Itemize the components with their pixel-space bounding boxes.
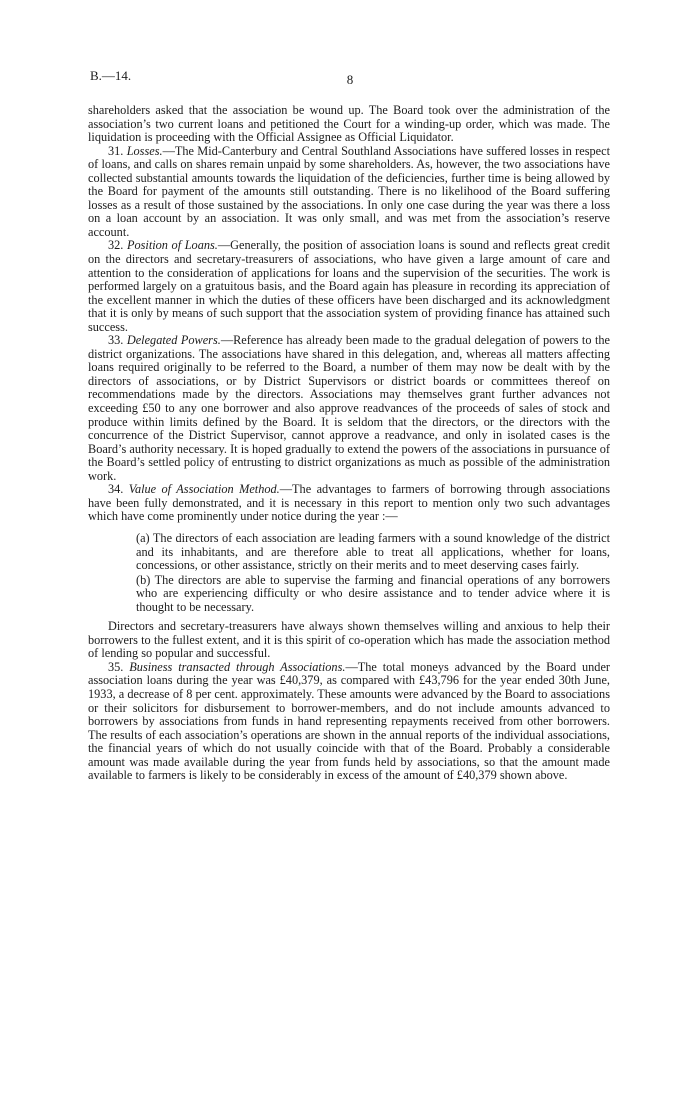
page-number: 8 <box>346 72 354 87</box>
paragraph-32 <box>88 239 610 334</box>
list-item-label: (b) <box>136 572 151 587</box>
list-item-text: The directors of each association are leading farmers with a sound knowledge of the district and its inhabitants, and are therefore able to treat all applications, whether for loans, concessions, or other assistance, strictly on their merits and to meet deserving cases fairly. <box>136 530 610 573</box>
document-body <box>88 104 610 783</box>
document-reference: B.—14. <box>90 68 132 83</box>
paragraph-heading: Business transacted through Associations. <box>129 659 346 674</box>
paragraph-continuation: shareholders asked that the association be wound up. The Board took over the administration of the association’s two current loans and petitioned the Court for a winding-up order, which was made. The liquidation is proceeding with the Official Assignee as Official Liquidator. <box>88 103 610 145</box>
paragraph-text: —The Mid-Canterbury and Central Southland Associations have suffered losses in respect of loans, and calls on shares remain unpaid by some shareholders. As, however, the two associations have collected substantial amounts towards the liquidation of the deficiencies, further time is being allowed by the Board for payment of the amounts still outstanding. There is no likelihood of the Board suffering losses as a result of those sustained by the associations. In only one case during the year was there a loss on a loan account by an association. It was only small, and was met from the association’s reserve account. <box>88 143 610 239</box>
list-item-label: (a) <box>136 530 150 545</box>
paragraph-heading: Position of Loans. <box>126 238 218 253</box>
paragraph-text: —Reference has already been made to the gradual delegation of powers to the district organizations. The associations have shared in this delegation, and, whereas all matters affecting loans required originally to be referred to the Board, a number of them may now be dealt with by the directors of associations, or by District Supervisors or district boards or committees thereof on recommendations made by the directors. Associations may themselves grant further advances not exceeding £50 to any one borrower and also approve readvances of the proceeds of sales of stock and produce within limits defined by the Board. It is seldom that the directors, or the directors with the concurrence of the District Supervisor, cannot approve a readvance, and only in isolated cases is the Board’s authority necessary. It is hoped gradually to extend the powers of the associations in pursuance of the Board’s settled policy of entrusting to district organizations as much as possible of the administration work. <box>88 333 610 483</box>
paragraph-number: 33. <box>108 333 124 348</box>
paragraph-number: 34. <box>108 482 124 497</box>
list-item-text: The directors are able to supervise the farming and financial operations of any borrowers who are experiencing difficulty or who desire assistance and to tender advice where it is thought to be necessary. <box>136 572 610 614</box>
paragraph-heading: Losses. <box>126 143 163 158</box>
page-header <box>90 68 610 87</box>
paragraph-34 <box>88 483 610 524</box>
list-item-a <box>136 532 610 573</box>
paragraph-number: 35. <box>108 659 124 674</box>
paragraph-31 <box>88 145 610 240</box>
paragraph-heading: Value of Association Method. <box>128 482 280 497</box>
paragraph-number: 31. <box>108 143 124 158</box>
paragraph-heading: Delegated Powers. <box>126 333 221 348</box>
list-item-b <box>136 574 610 615</box>
paragraph-directors: Directors and secretary-treasurers have always shown themselves willing and anxious to help their borrowers to the fullest extent, and it is this spirit of co-operation which has made the association method of lending so popular and successful. <box>88 619 610 661</box>
paragraph-text: —The advantages to farmers of borrowing through associations have been fully demonstrated, and it is necessary in this report to mention only two such advantages which have come prominently under notice during the year :— <box>88 482 610 524</box>
paragraph-number: 32. <box>108 238 124 253</box>
advantages-list <box>136 532 610 614</box>
paragraph-text: —The total moneys advanced by the Board under association loans during the year was £40,379, as compared with £43,796 for the year ended 30th June, 1933, a decrease of 8 per cent. approximately. These amounts were advanced by the Board to associations or their solicitors for disbursement to borrower-members, and do not include amounts advanced to borrowers by associations from funds in hand representing repayments received from other borrowers. The results of each association’s operations are shown in the annual reports of the individual associations, the financial years of which do not usually coincide with that of the Board. Probably a considerable amount was made available during the year from funds held by associations, so that the amount made available to farmers is likely to be considerably in excess of the amount of £40,379 shown above. <box>88 659 611 783</box>
paragraph-33 <box>88 334 610 483</box>
paragraph-35 <box>88 661 610 783</box>
paragraph-text: —Generally, the position of association loans is sound and reflects great credit on the directors and secretary-treasurers of associations, who have given a large amount of care and attention to the consideration of applications for loans and the supervision of the securities. The work is performed largely on a gratuitous basis, and the Board again has pleasure in recording its appreciation of the excellent manner in which the duties of these officers have been discharged and its acknowledgment that it is only by means of such support that the association system of providing finance has attained such success. <box>88 238 610 334</box>
